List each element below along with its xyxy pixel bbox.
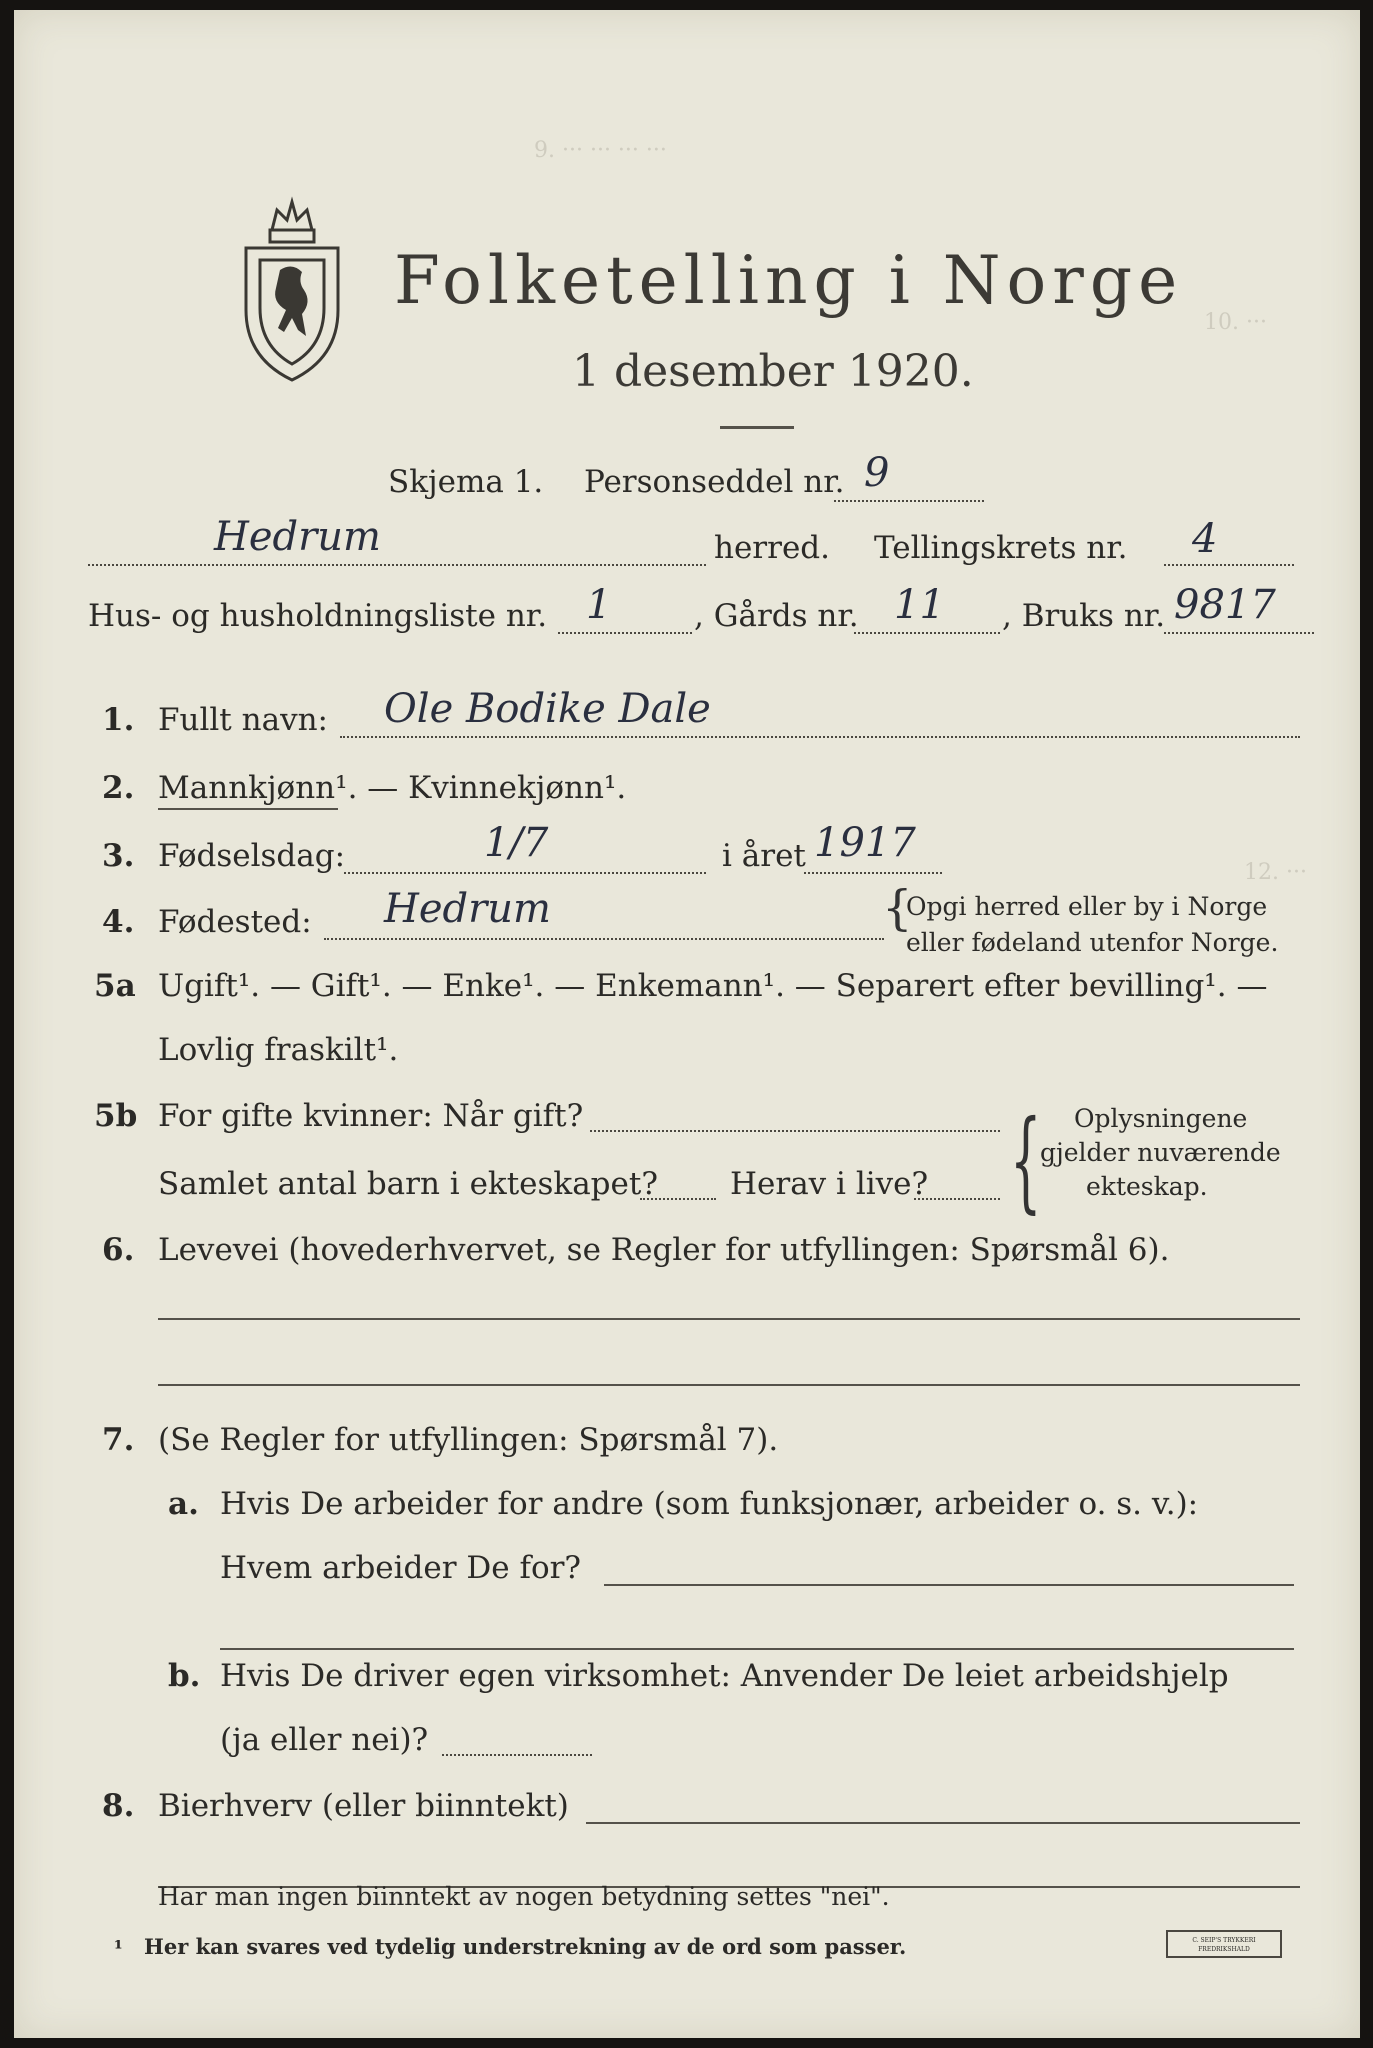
full-name-value: Ole Bodike Dale — [384, 686, 711, 732]
q1-number: 1. — [102, 702, 135, 738]
bleed-through-text: 10. ··· — [1204, 310, 1267, 335]
gender-options[interactable]: Mannkjønn¹. — Kvinnekjønn¹. — [158, 770, 627, 806]
married-when-field[interactable] — [590, 1130, 1000, 1132]
q7a-number: a. — [168, 1486, 199, 1522]
hus-label: Hus- og husholdningsliste nr. — [88, 598, 548, 634]
hired-help-field[interactable] — [442, 1754, 592, 1756]
gards-value: 11 — [894, 582, 945, 628]
gards-field[interactable] — [854, 632, 1000, 634]
q4-number: 4. — [102, 904, 135, 940]
census-form-page — [14, 10, 1360, 2038]
herred-value: Hedrum — [214, 514, 381, 560]
children-alive-field[interactable] — [914, 1198, 1000, 1200]
tellingskrets-field[interactable] — [1164, 564, 1294, 566]
q3-number: 3. — [102, 838, 135, 874]
marriage-note-1: Oplysningene — [1074, 1104, 1248, 1133]
bruks-label: , Bruks nr. — [1002, 598, 1166, 634]
birthdate-field[interactable] — [344, 872, 706, 874]
herred-field[interactable] — [88, 564, 706, 566]
marital-status-divorced[interactable]: Lovlig fraskilt¹. — [158, 1032, 399, 1068]
bruks-value: 9817 — [1174, 582, 1276, 628]
full-name-field[interactable] — [340, 736, 1300, 738]
bruks-field[interactable] — [1164, 632, 1314, 634]
printer-stamp: C. SEIP'S TRYKKERI FREDRIKSHALD — [1166, 1930, 1282, 1958]
side-income-field[interactable] — [586, 1822, 1300, 1824]
children-alive-label: Herav i live? — [730, 1166, 929, 1202]
q7-number: 7. — [102, 1422, 135, 1458]
coat-of-arms-icon — [232, 190, 352, 390]
birthplace-field[interactable] — [324, 938, 884, 940]
personseddel-field[interactable] — [834, 500, 984, 502]
birthplace-note-1: Opgi herred eller by i Norge — [906, 892, 1268, 921]
side-income-label: Bierhverv (eller biinntekt) — [158, 1788, 569, 1824]
children-total-label: Samlet antal barn i ekteskapet? — [158, 1166, 658, 1202]
tellingskrets-label: Tellingskrets nr. — [874, 530, 1128, 566]
personseddel-value: 9 — [864, 450, 890, 496]
hus-value: 1 — [586, 582, 612, 628]
q7b-number: b. — [168, 1658, 201, 1694]
q4-label: Fødested: — [158, 904, 312, 940]
bleed-through-text: 9. ··· ··· ··· ··· — [534, 138, 667, 163]
q7a-line-1: Hvis De arbeider for andre (som funksjonær, arbeider o. s. v.): — [220, 1486, 1199, 1522]
employer-field-line-2[interactable] — [220, 1648, 1294, 1650]
birth-year-field[interactable] — [804, 872, 942, 874]
married-when-label: For gifte kvinner: Når gift? — [158, 1098, 584, 1134]
schema-label: Skjema 1. — [388, 464, 544, 500]
birthplace-note-2: eller fødeland utenfor Norge. — [906, 928, 1279, 957]
hus-field[interactable] — [558, 632, 692, 634]
q7b-line-1: Hvis De driver egen virksomhet: Anvender De leiet arbeidshjelp — [220, 1658, 1229, 1694]
bleed-through-text: 12. ··· — [1244, 860, 1307, 885]
title-divider — [720, 426, 794, 429]
q8-number: 8. — [102, 1788, 135, 1824]
birthdate-value: 1/7 — [484, 820, 549, 866]
q3-label: Fødselsdag: — [158, 838, 346, 874]
birthplace-value: Hedrum — [384, 886, 551, 932]
marital-status-options[interactable]: Ugift¹. — Gift¹. — Enke¹. — Enkemann¹. — Separert efter bevilling¹. — — [158, 968, 1268, 1004]
footnote-mark: ¹ — [114, 1936, 123, 1960]
q2-number: 2. — [102, 770, 135, 806]
form-title: Folketelling i Norge — [394, 242, 1184, 319]
occupation-label: Levevei (hovederhvervet, se Regler for utfyllingen: Spørsmål 6). — [158, 1232, 1170, 1268]
tellingskrets-value: 4 — [1192, 516, 1218, 562]
gender-underline — [158, 808, 338, 810]
marriage-note-2: gjelder nuværende — [1040, 1138, 1281, 1167]
occupation-field-line-1[interactable] — [158, 1318, 1300, 1320]
q5b-number: 5b — [94, 1098, 138, 1134]
side-income-note: Har man ingen biinntekt av nogen betydning settes "nei". — [158, 1882, 890, 1911]
birth-year-value: 1917 — [814, 820, 916, 866]
personseddel-label: Personseddel nr. — [584, 464, 845, 500]
q6-number: 6. — [102, 1232, 135, 1268]
employer-field[interactable] — [604, 1584, 1294, 1586]
footnote: Her kan svares ved tydelig understrekning av de ord som passer. — [144, 1934, 907, 1959]
birth-year-label: i året — [722, 838, 806, 874]
hired-help-label: (ja eller nei)? — [220, 1722, 429, 1758]
children-total-field[interactable] — [640, 1198, 716, 1200]
q1-label: Fullt navn: — [158, 702, 328, 738]
form-date: 1 desember 1920. — [572, 346, 974, 397]
employer-label: Hvem arbeider De for? — [220, 1550, 582, 1586]
brace: { — [882, 880, 913, 936]
herred-label: herred. — [714, 530, 830, 566]
gards-label: , Gårds nr. — [694, 598, 859, 634]
q7-label: (Se Regler for utfyllingen: Spørsmål 7). — [158, 1422, 779, 1458]
marriage-note-3: ekteskap. — [1086, 1172, 1208, 1201]
occupation-field-line-2[interactable] — [158, 1384, 1300, 1386]
q5a-number: 5a — [94, 968, 136, 1004]
brace: { — [1010, 1096, 1042, 1224]
